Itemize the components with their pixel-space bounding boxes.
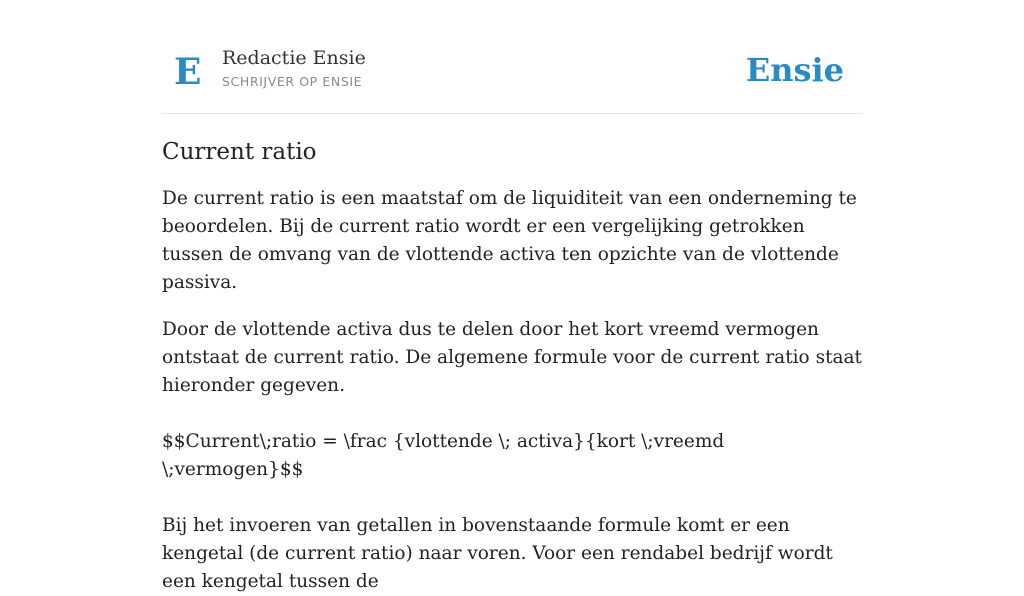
author-role: SCHRIJVER OP ENSIE (222, 74, 363, 89)
article-paragraph: Door de vlottende activa dus te delen door het kort vreemd vermogen ontstaat de current ratio. De algemene formule voor de current ratio staat hieronder gegeven. (162, 319, 862, 396)
author-name[interactable]: Redactie Ensie (222, 47, 366, 69)
author-header (162, 40, 862, 114)
formula-text: $$Current\;ratio = \frac {vlottende \; activa}{kort \;vreemd \;vermogen}$$ (162, 431, 725, 480)
article-content (162, 133, 862, 596)
article-paragraph: Bij het invoeren van getallen in bovenstaande formule komt er een kengetal (de current ratio) naar voren. Voor een rendabel bedrijf wordt een kengetal tussen de (162, 515, 833, 592)
author-logo[interactable]: E (174, 51, 202, 93)
brand-logo[interactable]: Ensie (745, 51, 844, 89)
article-paragraph: De current ratio is een maatstaf om de liquiditeit van een onderneming te beoordelen. Bij de current ratio wordt er een vergelijking getrokken tussen de omvang van de vlottende activa ten opzichte van de vlottende passiva. (162, 188, 857, 293)
article-title: Current ratio (162, 139, 317, 165)
